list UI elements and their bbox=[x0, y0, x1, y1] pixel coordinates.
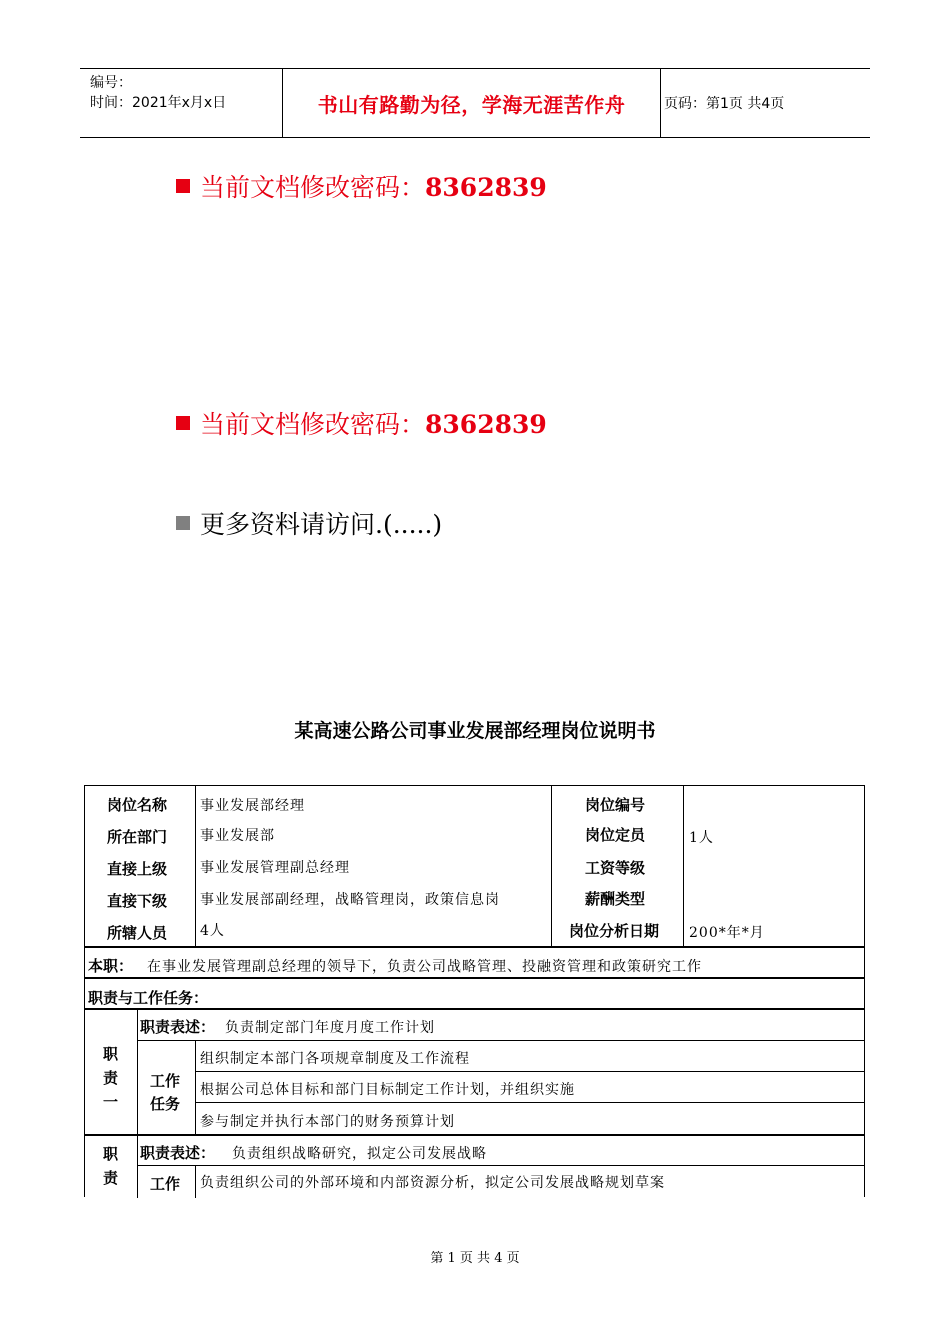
field-label: 岗位名称 bbox=[107, 796, 168, 814]
duty2-statement: 负责组织战略研究，拟定公司发展战略 bbox=[232, 1146, 487, 1162]
grid-line bbox=[137, 1165, 864, 1166]
field-value: 1人 bbox=[689, 830, 714, 846]
header-motto: 书山有路勤为径，学海无涯苦作舟 bbox=[317, 92, 626, 117]
grid-line bbox=[137, 1040, 864, 1041]
doc-number-label: 编号： bbox=[90, 75, 132, 91]
field-label: 岗位定员 bbox=[585, 826, 646, 844]
field-value: 事业发展部经理 bbox=[200, 798, 305, 814]
more-info-notice bbox=[176, 505, 442, 541]
duty2-name: 职 责 bbox=[103, 1145, 119, 1187]
field-value: 事业发展管理副总经理 bbox=[200, 860, 350, 876]
field-label: 岗位分析日期 bbox=[569, 922, 660, 940]
duty1-name: 职 责 一 bbox=[103, 1045, 119, 1111]
field-label: 薪酬类型 bbox=[585, 890, 646, 908]
duty-text: 在事业发展管理副总经理的领导下，负责公司战略管理、投融资管理和政策研究工作 bbox=[147, 959, 702, 975]
red-square-bullet-icon bbox=[176, 416, 190, 430]
doc-time-label: 时间：2021年x月x日 bbox=[90, 95, 227, 111]
field-label: 直接下级 bbox=[107, 892, 168, 910]
field-value: 事业发展部副经理，战略管理岗，政策信息岗 bbox=[200, 892, 500, 908]
header-page-label: 页码：第1页 共4页 bbox=[664, 96, 785, 112]
grid-line bbox=[551, 786, 552, 946]
grid-line bbox=[195, 1040, 196, 1134]
grey-square-bullet-icon bbox=[176, 516, 190, 530]
duty1-tasks-label: 工作 任务 bbox=[150, 1072, 181, 1113]
duty1-task: 参与制定并执行本部门的财务预算计划 bbox=[200, 1114, 455, 1130]
more-info-text: 更多资料请访问.(.....) bbox=[200, 510, 443, 539]
grid-line bbox=[683, 786, 684, 946]
grid-line bbox=[195, 1165, 196, 1198]
password-value: 8362839 bbox=[425, 173, 547, 202]
grid-line bbox=[195, 786, 196, 946]
password-notice bbox=[176, 168, 547, 204]
job-description-table bbox=[84, 785, 865, 1197]
header-meta bbox=[90, 73, 226, 113]
page-header bbox=[80, 68, 870, 138]
grid-line bbox=[195, 1071, 864, 1072]
grid-line bbox=[85, 1008, 864, 1010]
field-label: 岗位编号 bbox=[585, 796, 646, 814]
duty1-statement: 负责制定部门年度月度工作计划 bbox=[225, 1020, 435, 1036]
field-value: 200*年*月 bbox=[689, 925, 765, 941]
grid-line bbox=[85, 977, 864, 979]
password-notice bbox=[176, 405, 547, 441]
grid-line bbox=[85, 946, 864, 948]
password-notice-text: 当前文档修改密码： bbox=[200, 410, 426, 439]
grid-line bbox=[85, 1134, 864, 1136]
field-label: 所辖人员 bbox=[107, 924, 168, 942]
field-label: 工资等级 bbox=[585, 859, 646, 877]
page-footer: 第 1 页 共 4 页 bbox=[430, 1251, 520, 1266]
header-divider bbox=[660, 69, 661, 137]
password-notice-text: 当前文档修改密码： bbox=[200, 173, 426, 202]
password-value: 8362839 bbox=[425, 410, 547, 439]
duty2-statement-label: 职责表述： bbox=[140, 1144, 216, 1162]
duty1-statement-label: 职责表述： bbox=[140, 1018, 216, 1036]
field-label: 直接上级 bbox=[107, 860, 168, 878]
red-square-bullet-icon bbox=[176, 179, 190, 193]
duty1-task: 根据公司总体目标和部门目标制定工作计划，并组织实施 bbox=[200, 1082, 575, 1098]
duty2-task: 负责组织公司的外部环境和内部资源分析，拟定公司发展战略规划草案 bbox=[200, 1175, 665, 1191]
grid-line bbox=[195, 1102, 864, 1103]
field-label: 所在部门 bbox=[107, 828, 168, 846]
section-title: 职责与工作任务： bbox=[88, 989, 209, 1007]
duty1-task: 组织制定本部门各项规章制度及工作流程 bbox=[200, 1051, 470, 1067]
field-value: 事业发展部 bbox=[200, 828, 275, 844]
duty-label: 本职： bbox=[88, 957, 134, 975]
duty2-tasks-label: 工作 bbox=[150, 1175, 181, 1193]
grid-line bbox=[137, 1008, 138, 1198]
document-title: 某高速公路公司事业发展部经理岗位说明书 bbox=[294, 720, 656, 742]
field-value: 4人 bbox=[200, 923, 225, 939]
